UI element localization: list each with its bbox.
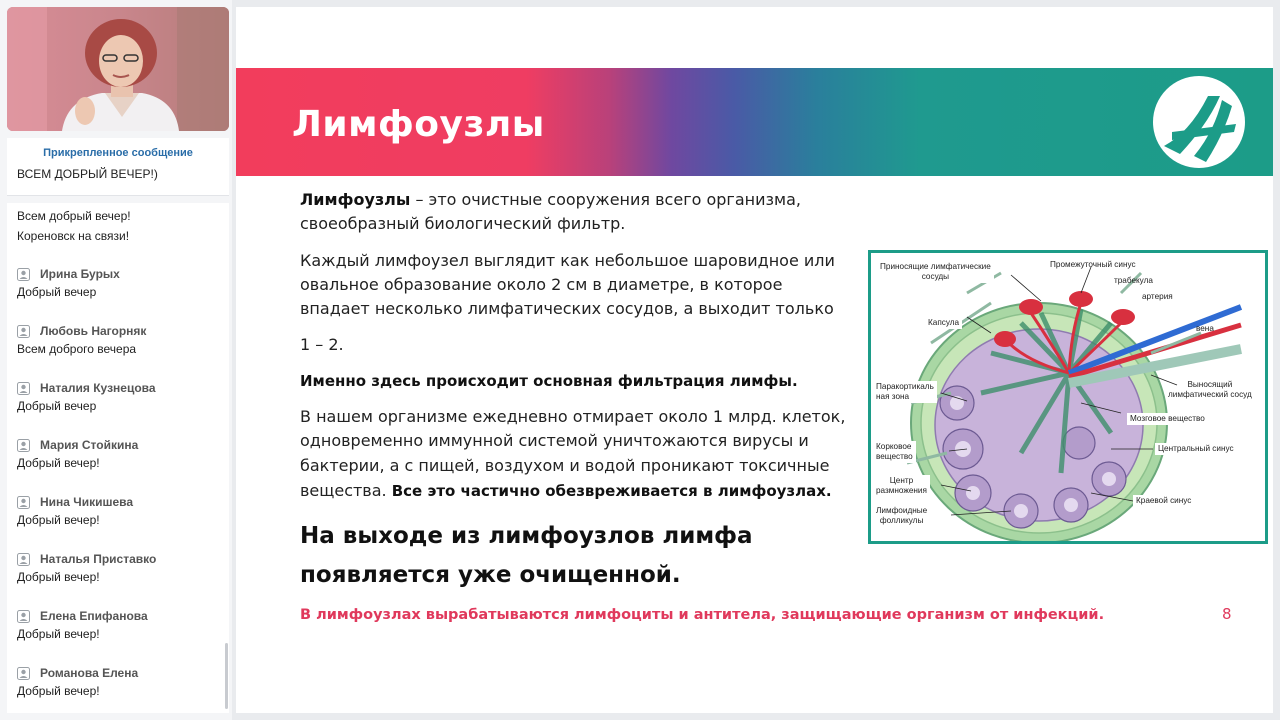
user-icon xyxy=(17,439,30,452)
diagram-label: Приносящие лимфатические сосуды xyxy=(877,261,994,283)
chat-message-author[interactable] xyxy=(17,322,146,340)
paragraph-cells-line: бактерии, а с пищей, воздухом и водой проникают токсичные xyxy=(300,456,830,475)
window-edge xyxy=(1273,0,1280,720)
chat-author-name: Ирина Бурых xyxy=(40,267,120,281)
chat-author-name: Наталия Кузнецова xyxy=(40,381,156,395)
chat-message-text: Добрый вечер xyxy=(17,285,97,299)
user-icon xyxy=(17,667,30,680)
lymph-node-diagram xyxy=(868,250,1268,544)
chat-message-author[interactable] xyxy=(17,664,138,682)
user-icon xyxy=(17,496,30,509)
pinned-message-text: ВСЕМ ДОБРЫЙ ВЕЧЕР!) xyxy=(17,167,158,181)
chat-author-name: Елена Епифанова xyxy=(40,609,148,623)
paragraph-cells-line: одновременно иммунной системой уничтожаются вирусы и xyxy=(300,431,809,450)
diagram-label: Промежуточный синус xyxy=(1050,260,1136,269)
chat-scrollbar[interactable] xyxy=(225,643,228,709)
chat-message-text: Добрый вечер! xyxy=(17,456,100,470)
paragraph-filtration: Именно здесь происходит основная фильтрация лимфы. xyxy=(300,372,798,390)
diagram-label: Центр размножения xyxy=(873,475,930,497)
paragraph-definition-line2: своеобразный биологический фильтр. xyxy=(300,214,626,233)
paragraph-text: вещества. xyxy=(300,481,392,500)
key-statement-line2: появляется уже очищенной. xyxy=(300,562,681,588)
diagram-label: трабекула xyxy=(1114,276,1153,285)
paragraph-text: – это очистные сооружения всего организма, xyxy=(410,190,801,209)
presentation-slide xyxy=(236,7,1273,713)
pinned-message-title: Прикрепленное сообщение xyxy=(43,147,193,159)
chat-message-list[interactable] xyxy=(7,203,229,713)
chat-message-text: Всем добрый вечер! xyxy=(17,209,131,223)
chat-message-text: Добрый вечер! xyxy=(17,570,100,584)
paragraph-bold-text: Все это частично обезвреживается в лимфоузлах. xyxy=(391,482,832,500)
chat-sidebar xyxy=(0,0,232,720)
user-icon xyxy=(17,553,30,566)
paragraph-cells-line: В нашем организме ежедневно отмирает около 1 млрд. клеток, xyxy=(300,407,846,426)
chat-message-text: Добрый вечер! xyxy=(17,627,100,641)
slide-title: Лимфоузлы xyxy=(292,104,545,145)
diagram-label: Центральный синус xyxy=(1155,443,1237,455)
term-bold: Лимфоузлы xyxy=(300,190,411,209)
speaker-video-image xyxy=(7,7,229,131)
diagram-label: Краевой синус xyxy=(1133,495,1194,507)
user-icon xyxy=(17,325,30,338)
paragraph-cells-last-line xyxy=(300,479,832,503)
diagram-label: Лимфоидные фолликулы xyxy=(873,505,930,527)
diagram-label: Выносящий лимфатический сосуд xyxy=(1168,380,1252,399)
speaker-video[interactable] xyxy=(7,7,229,131)
diagram-label: Паракортикаль ная зона xyxy=(873,381,937,403)
user-icon xyxy=(17,268,30,281)
chat-message-text: Добрый вечер! xyxy=(17,513,100,527)
chat-message-author[interactable] xyxy=(17,265,120,283)
diagram-label: Капсула xyxy=(925,317,962,329)
chat-message-text: Добрый вечер xyxy=(17,399,97,413)
chat-message-author[interactable] xyxy=(17,493,133,511)
chat-message-author[interactable] xyxy=(17,550,156,568)
paragraph-definition-line1 xyxy=(300,188,801,212)
chat-author-name: Нина Чикишева xyxy=(40,495,134,509)
chat-message-author[interactable] xyxy=(17,436,138,454)
chat-message-text: Добрый вечер! xyxy=(17,684,100,698)
slide-header-banner xyxy=(236,68,1273,176)
brand-logo-icon xyxy=(1150,76,1248,168)
diagram-label: вена xyxy=(1196,324,1214,333)
key-statement xyxy=(300,517,753,595)
chat-author-name: Любовь Нагорняк xyxy=(40,324,147,338)
diagram-label: артерия xyxy=(1142,292,1173,301)
paragraph-description-line: Каждый лимфоузел выглядит как небольшое шаровидное или xyxy=(300,251,835,270)
user-icon xyxy=(17,610,30,623)
diagram-label: Корковое вещество xyxy=(873,441,916,463)
paragraph-description-line: овальное образование около 2 см в диаметре, в которое xyxy=(300,275,783,294)
pinned-message[interactable] xyxy=(7,138,229,196)
chat-message-author[interactable] xyxy=(17,379,156,397)
user-icon xyxy=(17,382,30,395)
slide-footer-note: В лимфоузлах вырабатываются лимфоциты и антитела, защищающие организм от инфекций. xyxy=(300,607,1105,623)
chat-author-name: Наталья Приставко xyxy=(40,552,157,566)
slide-page-number: 8 xyxy=(1222,605,1232,623)
chat-author-name: Мария Стойкина xyxy=(40,438,139,452)
chat-message-text: Кореновск на связи! xyxy=(17,229,130,243)
key-statement-line1: На выходе из лимфоузлов лимфа xyxy=(300,523,753,549)
paragraph-description-tail: 1 – 2. xyxy=(300,335,344,354)
paragraph-description-line: впадает несколько лимфатических сосудов, а выходит только xyxy=(300,299,834,318)
chat-message-author[interactable] xyxy=(17,607,148,625)
chat-author-name: Романова Елена xyxy=(40,666,139,680)
diagram-label: Мозговое вещество xyxy=(1127,413,1208,425)
chat-message-text: Всем доброго вечера xyxy=(17,342,137,356)
